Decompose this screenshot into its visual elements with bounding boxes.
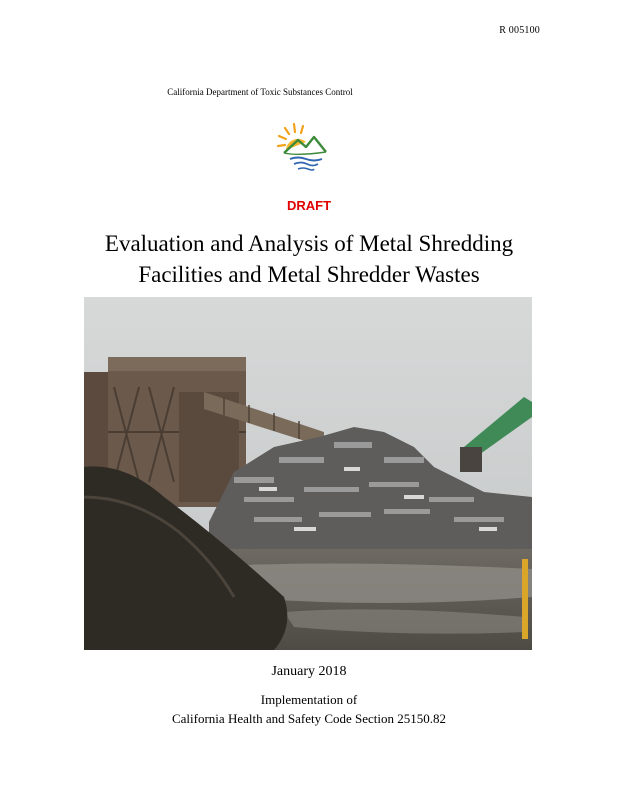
dtsc-logo-icon xyxy=(276,120,330,178)
document-title xyxy=(0,228,618,290)
cover-photo xyxy=(84,297,532,650)
agency-name: California Department of Toxic Substances Control xyxy=(167,87,353,97)
implementation-line-1: Implementation of xyxy=(260,692,358,707)
title-line-2: Facilities and Metal Shredder Wastes xyxy=(138,262,480,287)
implementation-note xyxy=(0,690,618,728)
draft-label: DRAFT xyxy=(286,198,332,213)
title-line-1: Evaluation and Analysis of Metal Shredding xyxy=(104,231,514,256)
implementation-line-2: California Health and Safety Code Section 25150.82 xyxy=(171,711,447,726)
publication-date: January 2018 xyxy=(271,664,347,679)
document-number: R 005100 xyxy=(499,25,540,36)
metal-shredding-facility-photo-icon xyxy=(84,297,532,650)
